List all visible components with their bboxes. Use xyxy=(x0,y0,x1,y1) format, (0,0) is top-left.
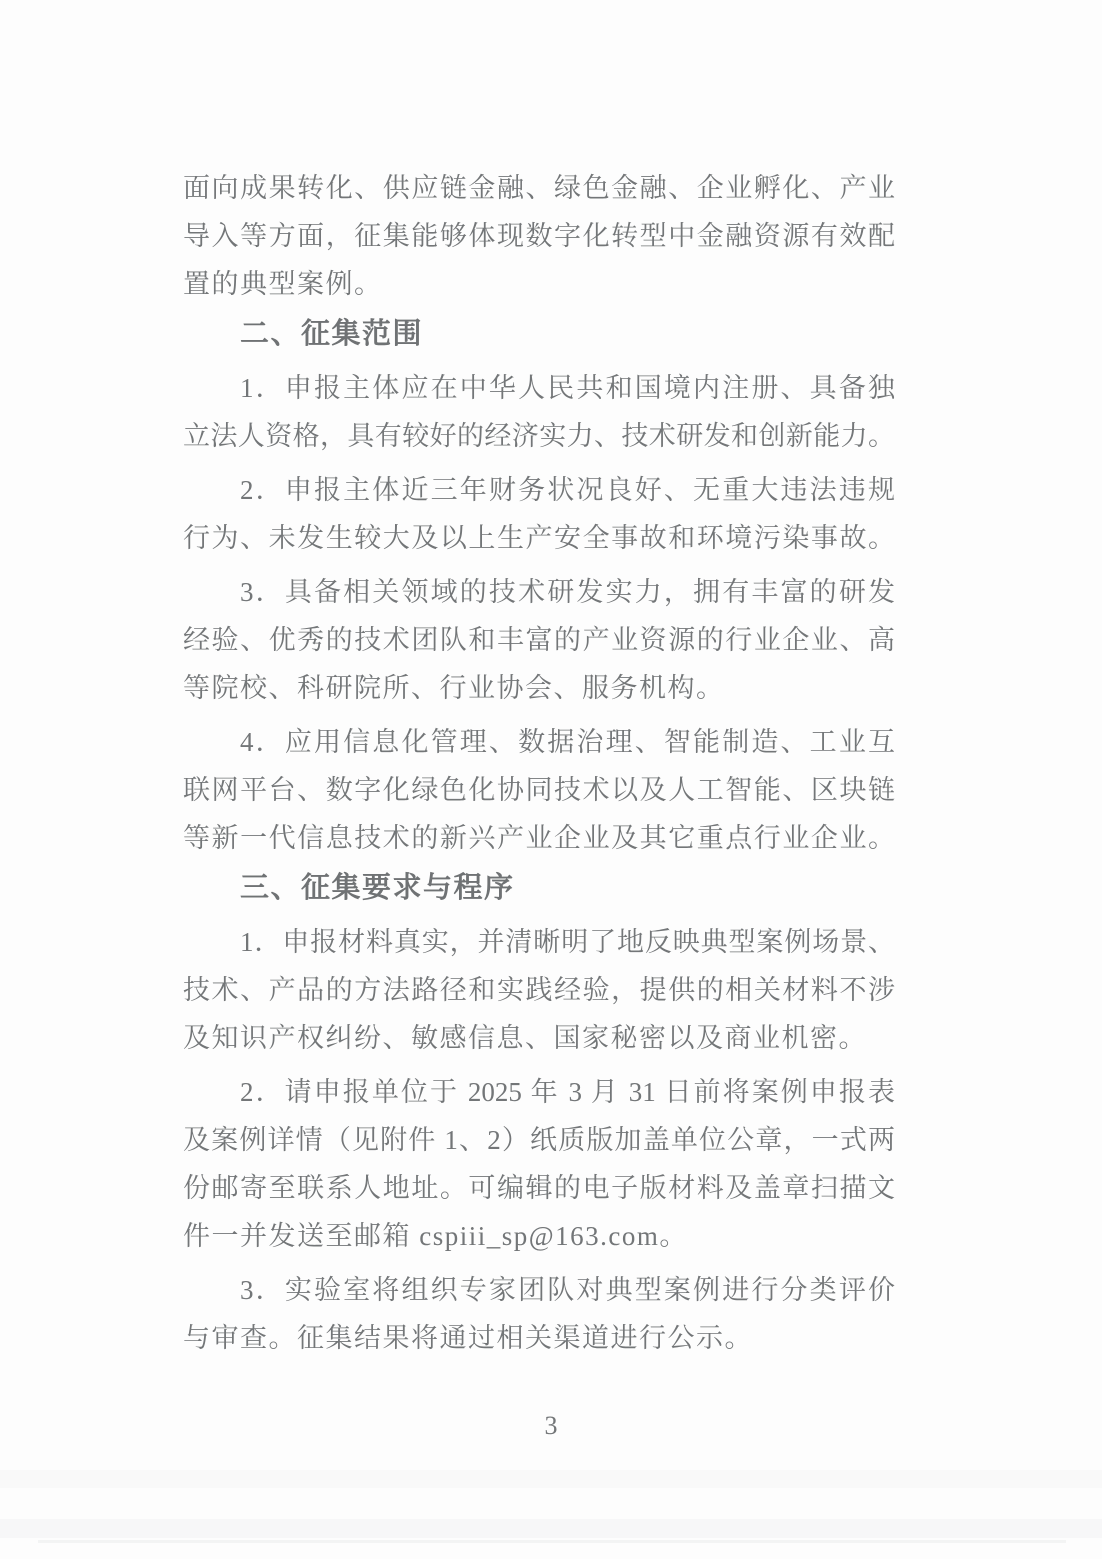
section-heading xyxy=(183,864,895,912)
paragraph xyxy=(183,1266,895,1362)
text-line: 等院校、科研院所、行业协会、服务机构。 xyxy=(183,673,725,703)
text-line: 二、征集范围 xyxy=(240,318,424,350)
text-line: 及知识产权纠纷、敏感信息、国家秘密以及商业机密。 xyxy=(183,1023,867,1053)
text-line: 面向成果转化、供应链金融、绿色金融、企业孵化、产业 xyxy=(183,173,895,203)
page-number: 3 xyxy=(544,1411,558,1440)
scan-artifact-band xyxy=(0,1519,1102,1538)
text-line: 三、征集要求与程序 xyxy=(240,872,515,904)
paragraph xyxy=(183,568,895,712)
paragraph xyxy=(183,718,895,862)
text-line: 2．申报主体近三年财务状况良好、无重大违法违规 xyxy=(240,475,895,505)
paragraph xyxy=(183,466,895,562)
scan-artifact-line xyxy=(38,1540,1066,1543)
paragraph xyxy=(183,1068,895,1260)
text-line: 件一并发送至邮箱 cspiii_sp@163.com。 xyxy=(183,1221,688,1251)
text-line: 置的典型案例。 xyxy=(183,269,383,299)
paragraph xyxy=(183,164,895,308)
text-line: 联网平台、数字化绿色化协同技术以及人工智能、区块链 xyxy=(183,775,895,805)
text-line: 行为、未发生较大及以上生产安全事故和环境污染事故。 xyxy=(183,523,895,553)
section-heading xyxy=(183,310,895,358)
scan-artifact-band xyxy=(0,1470,1102,1488)
text-line: 经验、优秀的技术团队和丰富的产业资源的行业企业、高 xyxy=(183,625,895,655)
paragraph xyxy=(183,364,895,460)
paragraph xyxy=(183,918,895,1062)
text-line: 1．申报主体应在中华人民共和国境内注册、具备独 xyxy=(240,373,895,403)
text-line: 等新一代信息技术的新兴产业企业及其它重点行业企业。 xyxy=(183,823,895,853)
text-line: 立法人资格，具有较好的经济实力、技术研发和创新能力。 xyxy=(183,421,895,451)
text-line: 2．请申报单位于 2025 年 3 月 31 日前将案例申报表 xyxy=(240,1077,895,1107)
text-line: 及案例详情（见附件 1、2）纸质版加盖单位公章，一式两 xyxy=(183,1125,895,1155)
text-line: 与审查。征集结果将通过相关渠道进行公示。 xyxy=(183,1323,753,1353)
document-body xyxy=(183,164,895,1362)
text-line: 4．应用信息化管理、数据治理、智能制造、工业互 xyxy=(240,727,895,757)
text-line: 3．具备相关领域的技术研发实力，拥有丰富的研发 xyxy=(240,577,895,607)
text-line: 份邮寄至联系人地址。可编辑的电子版材料及盖章扫描文 xyxy=(183,1173,895,1203)
text-line: 1．申报材料真实，并清晰明了地反映典型案例场景、 xyxy=(240,927,895,957)
text-line: 技术、产品的方法路径和实践经验，提供的相关材料不涉 xyxy=(183,975,895,1005)
text-line: 3．实验室将组织专家团队对典型案例进行分类评价 xyxy=(240,1275,895,1305)
text-line: 导入等方面，征集能够体现数字化转型中金融资源有效配 xyxy=(183,221,895,251)
